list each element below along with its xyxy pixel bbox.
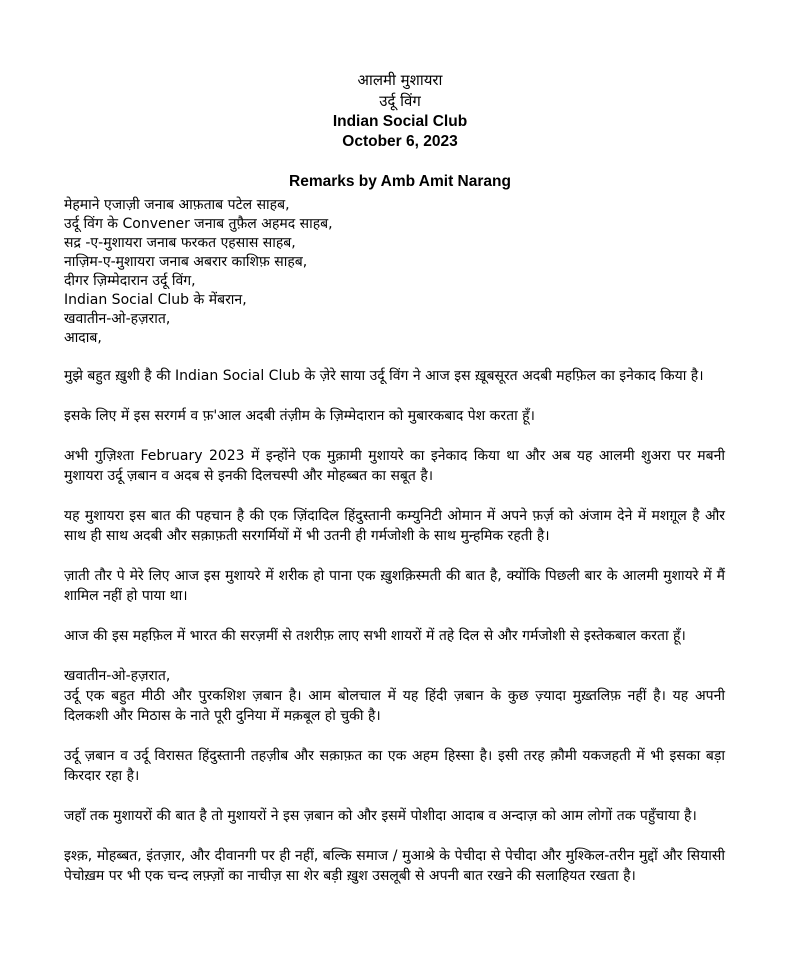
- paragraph: आज की इस महफ़िल में भारत की सरज़मीं से तशरीफ़ लाए सभी शायरों में तहे दिल से और गर्मजोशी से इस्तेकबाल करता हूँ।: [64, 628, 686, 644]
- title-line-1: आलमी मुशायरा: [357, 71, 443, 89]
- organization-name: Indian Social Club: [332, 113, 468, 130]
- document-header: [0, 70, 800, 191]
- paragraph: इश्क़, मोहब्बत, इंतज़ार, और दीवानगी पर ही नहीं, बल्कि समाज / मुआश्रे के पेचीदा से पेचीदा और मुश्किल-तरीन मुद्दों और सियासी पेचोख़म पर भी एक चन्द लफ़्ज़ों का नाचीज़ सा शेर बड़ी ख़ुश उसलूबी से अपनी बात रखने की सलाहियत रखता है।: [64, 848, 725, 884]
- salutation-line: आदाब,: [64, 330, 102, 346]
- second-salutation: खवातीन-ओ-हज़रात,: [64, 668, 171, 684]
- paragraph: अभी गुज़िश्ता February 2023 में इन्होंने एक मुक़ामी मुशायरे का इनेकाद किया था और अब यह आलमी शुअरा पर मबनी मुशायरा उर्दू ज़बान व अदब से इनकी दिलचस्पी और मोहब्बत का सबूत है।: [64, 448, 725, 484]
- salutation-line: मेहमाने एजाज़ी जनाब आफ़ताब पटेल साहब,: [64, 197, 290, 213]
- paragraph: ज़ाती तौर पे मेरे लिए आज इस मुशायरे में शरीक हो पाना एक ख़ुशक़िस्मती की बात है, क्योंकि पिछली बार के आलमी मुशायरे में मैं शामिल नहीं हो पाया था।: [64, 568, 725, 604]
- paragraph: जहाँ तक मुशायरों की बात है तो मुशायरों ने इस ज़बान को और इसमें पोशीदा आदाब व अन्दाज़ को आम लोगों तक पहुँचाया है।: [64, 808, 697, 824]
- paragraph: उर्दू एक बहुत मीठी और पुरकशिश ज़बान है। आम बोलचाल में यह हिंदी ज़बान के कुछ ज़्यादा मुख़्तलिफ़ नहीं है। यह अपनी दिलकशी और मिठास के नाते पूरी दुनिया में मक़बूल हो चुकी है।: [64, 688, 725, 724]
- salutation-line: उर्दू विंग के Convener जनाब तुफ़ैल अहमद साहब,: [64, 216, 333, 232]
- title-line-2: उर्दू विंग: [379, 92, 421, 110]
- document-body: [64, 196, 725, 886]
- remarks-heading: Remarks by Amb Amit Narang: [289, 173, 511, 190]
- salutation-line: Indian Social Club के मेंबरान,: [64, 292, 247, 308]
- salutation-line: सद्र -ए-मुशायरा जनाब फरकत एहसास साहब,: [64, 235, 296, 251]
- salutation-line: दीगर ज़िम्मेदारान उर्दू विंग,: [64, 273, 196, 289]
- event-date: October 6, 2023: [342, 133, 458, 150]
- paragraph: मुझे बहुत ख़ुशी है की Indian Social Club के ज़ेरे साया उर्दू विंग ने आज इस ख़ूबसूरत अदबी महफ़िल का इनेकाद किया है।: [64, 368, 704, 384]
- salutation-block: [64, 196, 725, 348]
- salutation-line: नाज़िम-ए-मुशायरा जनाब अबरार काशिफ़ साहब,: [64, 254, 308, 270]
- paragraph: उर्दू ज़बान व उर्दू विरासत हिंदुस्तानी तहज़ीब और सक़ाफ़त का एक अहम हिस्सा है। इसी तरह क़ौमी यकजहती में भी इसका बड़ा किरदार रहा है।: [64, 748, 725, 784]
- paragraph: इसके लिए में इस सरगर्म व फ़'आल अदबी तंज़ीम के ज़िम्मेदारान को मुबारकबाद पेश करता हूँ।: [64, 408, 535, 424]
- paragraph: यह मुशायरा इस बात की पहचान है की एक ज़िंदादिल हिंदुस्तानी कम्युनिटी ओमान में अपने फ़र्ज़ को अंजाम देने में मशग़ूल है और साथ ही साथ अदबी और सक़ाफ़ती सरगर्मियों में भी उतनी ही गर्मजोशी के साथ मुन्हमिक रहती है।: [64, 508, 725, 544]
- salutation-line: खवातीन-ओ-हज़रात,: [64, 311, 171, 327]
